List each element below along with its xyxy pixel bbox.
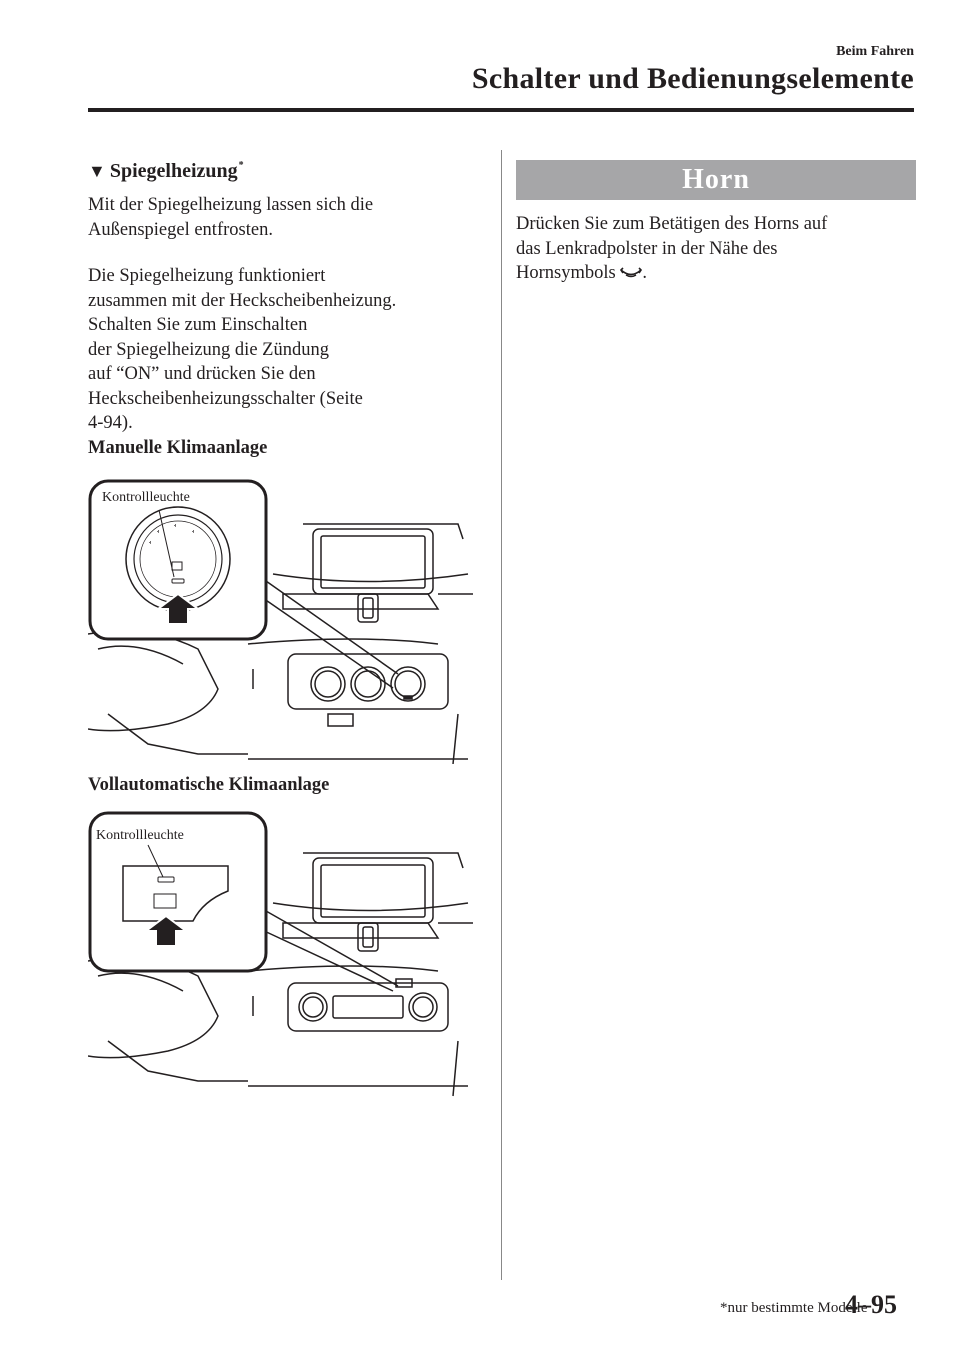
column-divider xyxy=(501,150,502,1280)
heading-text: Spiegelheizung xyxy=(109,160,238,182)
section-heading xyxy=(88,160,478,183)
header-rule xyxy=(88,108,914,112)
figure-auto-climate xyxy=(88,811,473,1101)
page-number: 4–95 xyxy=(845,1290,897,1319)
figure-1-label: Kontrollleuchte xyxy=(102,489,190,505)
horn-icon xyxy=(620,267,642,281)
body-line-1: Die Spiegelheizung funktioniert xyxy=(88,266,326,286)
horn-line-1: Drücken Sie zum Betätigen des Horns auf xyxy=(516,214,828,234)
body-line-6: Heckscheibenheizungsschalter (Seite xyxy=(88,388,363,409)
body-line-4: der Spiegelheizung die Zündung xyxy=(88,339,329,360)
triangle-down-icon: ▼ xyxy=(88,161,106,181)
intro-line-1: Mit der Spiegelheizung lassen sich die xyxy=(88,195,374,215)
figure-2-caption: Vollautomatische Klimaanlage xyxy=(88,774,330,795)
body-line-7: 4-94). xyxy=(88,413,133,433)
figure-2-label: Kontrollleuchte xyxy=(96,827,184,843)
body-line-5: auf “ON” und drücken Sie den xyxy=(88,364,316,384)
figure-manual-climate xyxy=(88,474,473,764)
footnote: *nur bestimmte Modelle xyxy=(720,1300,868,1316)
left-column xyxy=(88,160,478,1106)
body-line-2: zusammen mit der Heckscheibenheizung. xyxy=(88,290,397,311)
right-column xyxy=(516,160,916,286)
horn-banner: Horn xyxy=(516,160,916,200)
horn-line-2: das Lenkradpolster in der Nähe des xyxy=(516,238,778,259)
intro-line-2: Außenspiegel entfrosten. xyxy=(88,219,273,240)
figure-1-caption: Manuelle Klimaanlage xyxy=(88,437,268,458)
horn-line-3-wrap xyxy=(516,261,916,286)
horn-line-3-end: . xyxy=(642,263,647,283)
body-line-3: Schalten Sie zum Einschalten xyxy=(88,315,308,335)
header-section: Beim Fahren xyxy=(836,44,914,59)
horn-line-3: Hornsymbols xyxy=(516,263,616,283)
page-title: Schalter und Bedienungselemente xyxy=(471,62,914,95)
optional-mark: * xyxy=(238,160,244,171)
